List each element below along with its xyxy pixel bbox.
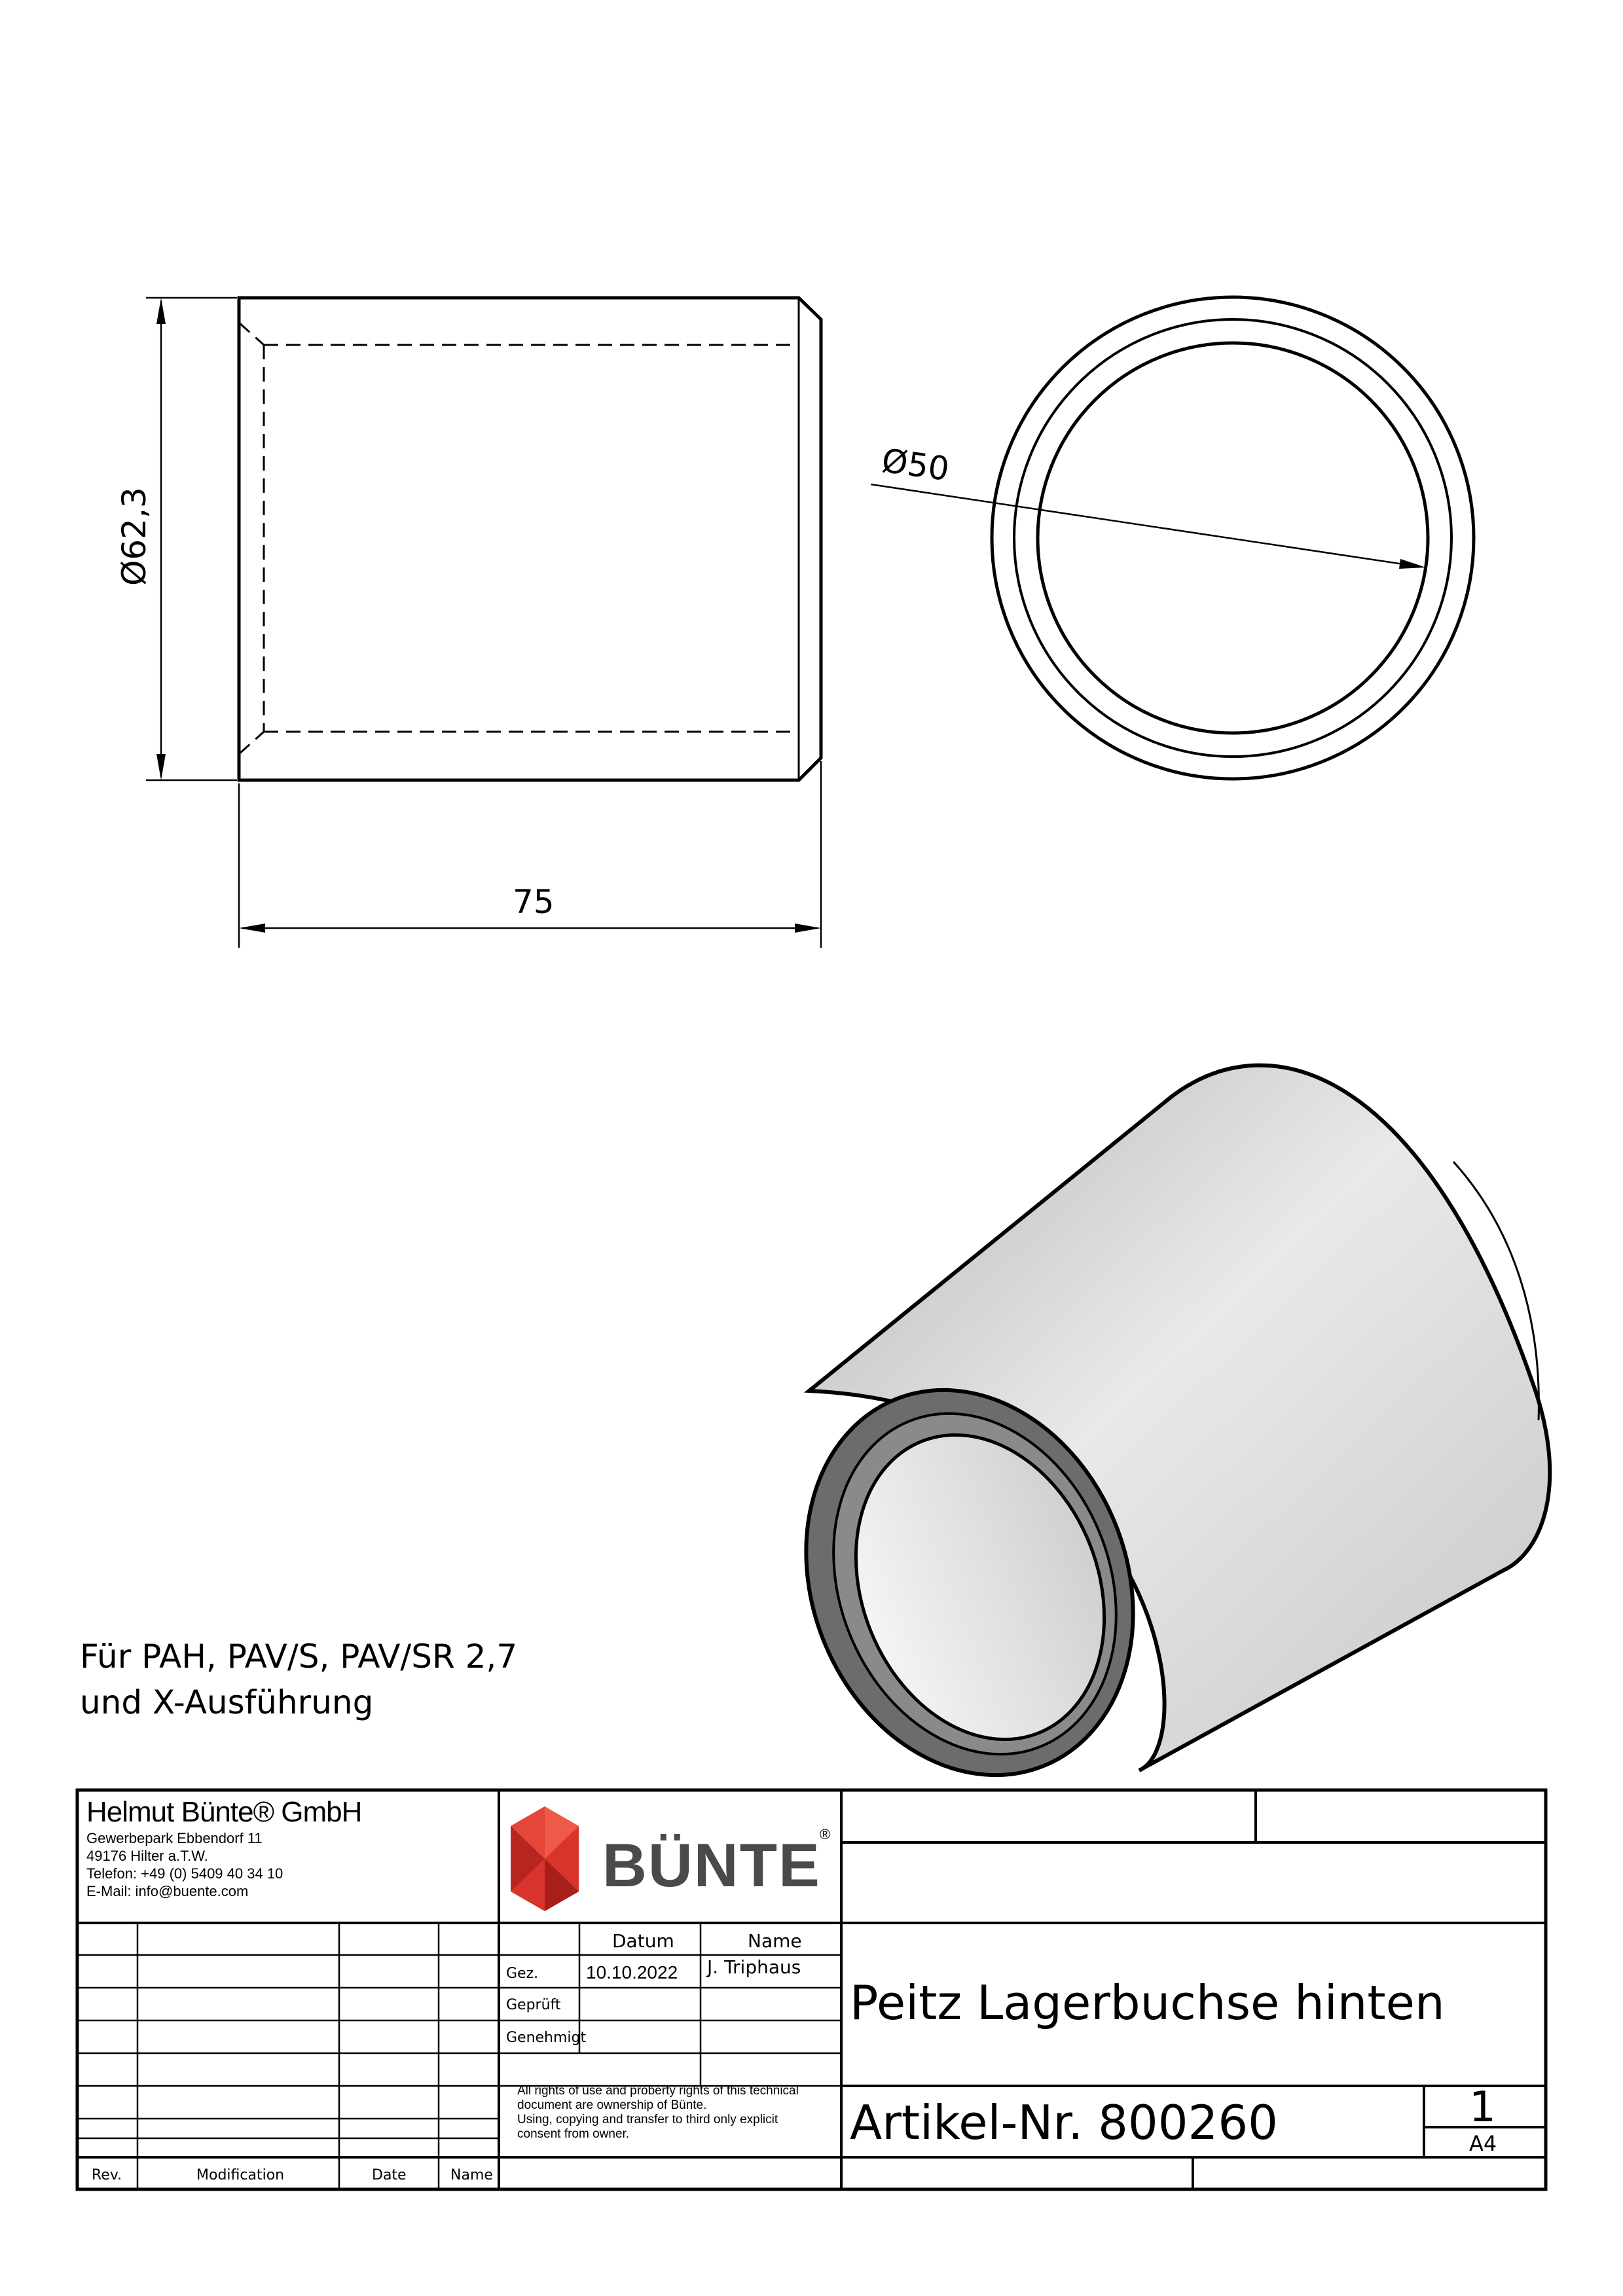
logo-registered: ® xyxy=(820,1826,831,1842)
rights-line-3: Using, copying and transfer to third only explicit xyxy=(517,2113,778,2126)
value-gez-name: J. Triphaus xyxy=(707,1956,801,1978)
bunte-logo xyxy=(511,1806,830,1911)
rev-header-rev: Rev. xyxy=(92,2167,122,2183)
label-geprueft: Geprüft xyxy=(506,1997,561,2013)
label-gez: Gez. xyxy=(506,1965,539,1982)
dim-diameter-label: Ø62,3 xyxy=(115,487,153,586)
value-gez-datum: 10.10.2022 xyxy=(586,1962,678,1982)
rights-line-4: consent from owner. xyxy=(517,2127,630,2141)
logo-text: BÜNTE xyxy=(602,1831,821,1899)
hidden-bore-lines xyxy=(239,323,799,754)
company-email: E-Mail: info@buente.com xyxy=(86,1883,249,1899)
header-datum: Datum xyxy=(612,1930,674,1952)
drawing-title: Peitz Lagerbuchse hinten xyxy=(850,1975,1445,2030)
dim-length-label: 75 xyxy=(513,883,555,921)
note-line-1: Für PAH, PAV/S, PAV/SR 2,7 xyxy=(80,1638,518,1676)
company-name: Helmut Bünte® GmbH xyxy=(86,1796,362,1828)
company-phone: Telefon: +49 (0) 5409 40 34 10 xyxy=(86,1865,283,1882)
header-name: Name xyxy=(748,1930,802,1952)
rights-line-1: All rights of use and proberty rights of this technical xyxy=(517,2084,799,2098)
applicability-note xyxy=(80,1638,517,1721)
length-dimension xyxy=(239,761,821,948)
diameter-dimension xyxy=(115,298,237,780)
title-block xyxy=(77,1790,1546,2189)
note-line-2: und X-Ausführung xyxy=(80,1683,374,1721)
inner-diameter-leader xyxy=(871,484,1421,567)
isometric-view xyxy=(750,1066,1550,1825)
article-number: Artikel-Nr. 800260 xyxy=(850,2095,1278,2150)
company-address-2: 49176 Hilter a.T.W. xyxy=(86,1848,208,1864)
rev-header-modification: Modification xyxy=(196,2167,285,2183)
sheet-format: A4 xyxy=(1469,2131,1497,2156)
side-view xyxy=(871,297,1474,779)
sheet-number: 1 xyxy=(1469,2083,1496,2132)
rev-header-name: Name xyxy=(450,2167,493,2183)
label-genehmigt: Genehmigt xyxy=(506,2030,587,2046)
dim-inner-diameter-label: Ø50 xyxy=(879,441,952,489)
company-address-1: Gewerbepark Ebbendorf 11 xyxy=(86,1830,263,1846)
front-view xyxy=(115,298,821,948)
revision-grid xyxy=(77,1923,499,2189)
front-view-outline xyxy=(239,298,821,780)
rev-header-date: Date xyxy=(372,2167,407,2183)
rights-line-2: document are ownership of Bünte. xyxy=(517,2098,707,2112)
